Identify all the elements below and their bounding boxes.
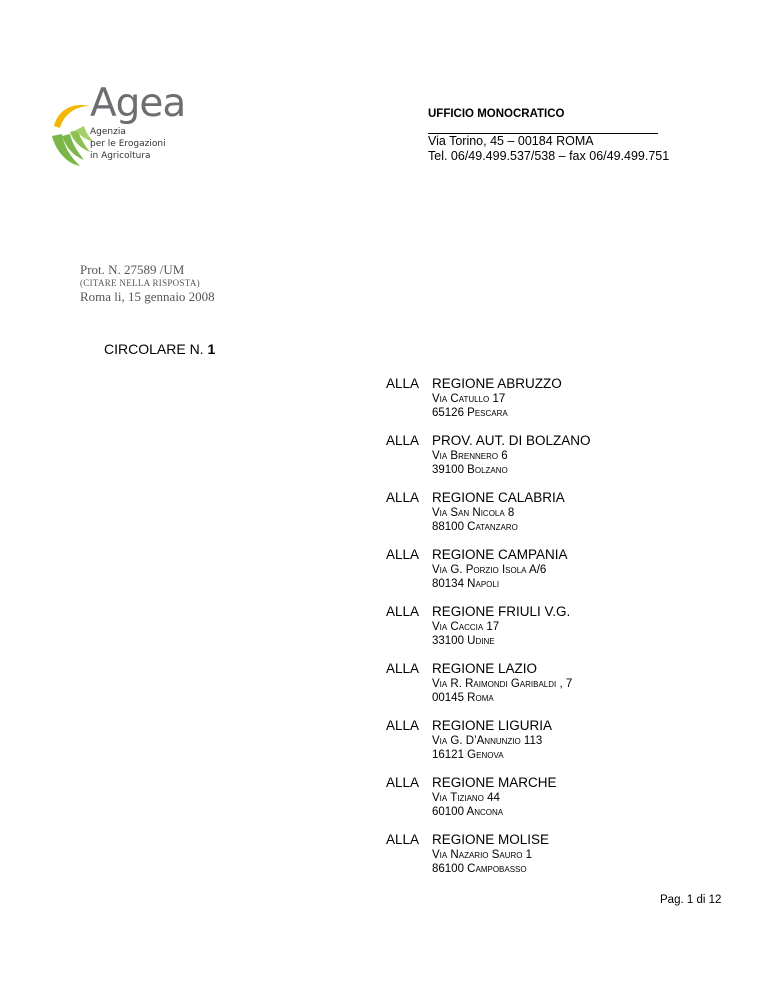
addressee-street: Via Catullo 17: [432, 393, 506, 405]
addressee-city: 16121 Genova: [432, 749, 504, 761]
logo-subtitle: Agenzia per le Erogazioni in Agricoltura: [90, 127, 166, 161]
addressee-street: Via San Nicola 8: [432, 507, 515, 519]
addressee-item: [386, 661, 756, 705]
circolare-label: CIRCOLARE N.: [104, 341, 204, 357]
addressee-prefix: ALLA: [386, 547, 420, 562]
addressee-city: 00145 Roma: [432, 692, 494, 704]
addressee-prefix: ALLA: [386, 661, 420, 676]
addressee-name: REGIONE MOLISE: [432, 832, 550, 847]
addressee-item: [386, 433, 756, 477]
page-number: Pag. 1 di 12: [660, 894, 722, 906]
office-title: UFFICIO MONOCRATICO: [428, 108, 565, 120]
addressee-city: 80134 Napoli: [432, 578, 500, 590]
addressee-street: Via R. Raimondi Garibaldi , 7: [432, 678, 573, 690]
addressee-item: [386, 775, 756, 819]
addressee-prefix: ALLA: [386, 376, 420, 391]
protocol-date: Roma li, 15 gennaio 2008: [80, 289, 215, 304]
addressee-prefix: ALLA: [386, 490, 420, 505]
addressee-prefix: ALLA: [386, 604, 420, 619]
addressee-list: [386, 376, 756, 889]
addressee-name: PROV. AUT. DI BOLZANO: [432, 433, 591, 448]
protocol-number: Prot. N. 27589 /UM: [80, 262, 185, 277]
protocol-note: (CITARE NELLA RISPOSTA): [80, 278, 200, 288]
addressee-prefix: ALLA: [386, 718, 420, 733]
addressee-name: REGIONE FRIULI V.G.: [432, 604, 571, 619]
addressee-item: [386, 490, 756, 534]
addressee-street: Via G. Porzio Isola A/6: [432, 564, 547, 576]
addressee-item: [386, 547, 756, 591]
addressee-name: REGIONE LIGURIA: [432, 718, 553, 733]
circolare-number: 1: [207, 341, 216, 357]
addressee-city: 60100 Ancona: [432, 806, 504, 818]
addressee-item: [386, 832, 756, 876]
addressee-street: Via Caccia 17: [432, 621, 500, 633]
addressee-street: Via Brennero 6: [432, 450, 508, 462]
addressee-street: Via G. D’Annunzio 113: [432, 735, 543, 747]
addressee-name: REGIONE CAMPANIA: [432, 547, 568, 562]
addressee-city: 88100 Catanzaro: [432, 521, 518, 533]
circolare-heading: [104, 341, 215, 357]
addressee-street: Via Tiziano 44: [432, 792, 500, 804]
addressee-item: [386, 604, 756, 648]
addressee-name: REGIONE MARCHE: [432, 775, 557, 790]
addressee-item: [386, 718, 756, 762]
office-phone: Tel. 06/49.499.537/538 – fax 06/49.499.751: [428, 149, 670, 163]
addressee-name: REGIONE ABRUZZO: [432, 376, 562, 391]
addressee-item: [386, 376, 756, 420]
addressee-prefix: ALLA: [386, 832, 420, 847]
addressee-city: 39100 Bolzano: [432, 464, 508, 476]
agea-logo: [50, 81, 200, 172]
protocol-block: [80, 262, 215, 304]
addressee-name: REGIONE LAZIO: [432, 661, 538, 676]
office-address: Via Torino, 45 – 00184 ROMA: [428, 134, 594, 148]
agea-logo-mark-icon: [50, 86, 94, 172]
addressee-prefix: ALLA: [386, 433, 420, 448]
addressee-city: 86100 Campobasso: [432, 863, 527, 875]
addressee-prefix: ALLA: [386, 775, 420, 790]
office-header: [428, 108, 760, 164]
addressee-name: REGIONE CALABRIA: [432, 490, 565, 505]
addressee-city: 33100 Udine: [432, 635, 495, 647]
addressee-street: Via Nazario Sauro 1: [432, 849, 533, 861]
addressee-city: 65126 Pescara: [432, 407, 508, 419]
logo-wordmark: Agea: [90, 81, 186, 126]
